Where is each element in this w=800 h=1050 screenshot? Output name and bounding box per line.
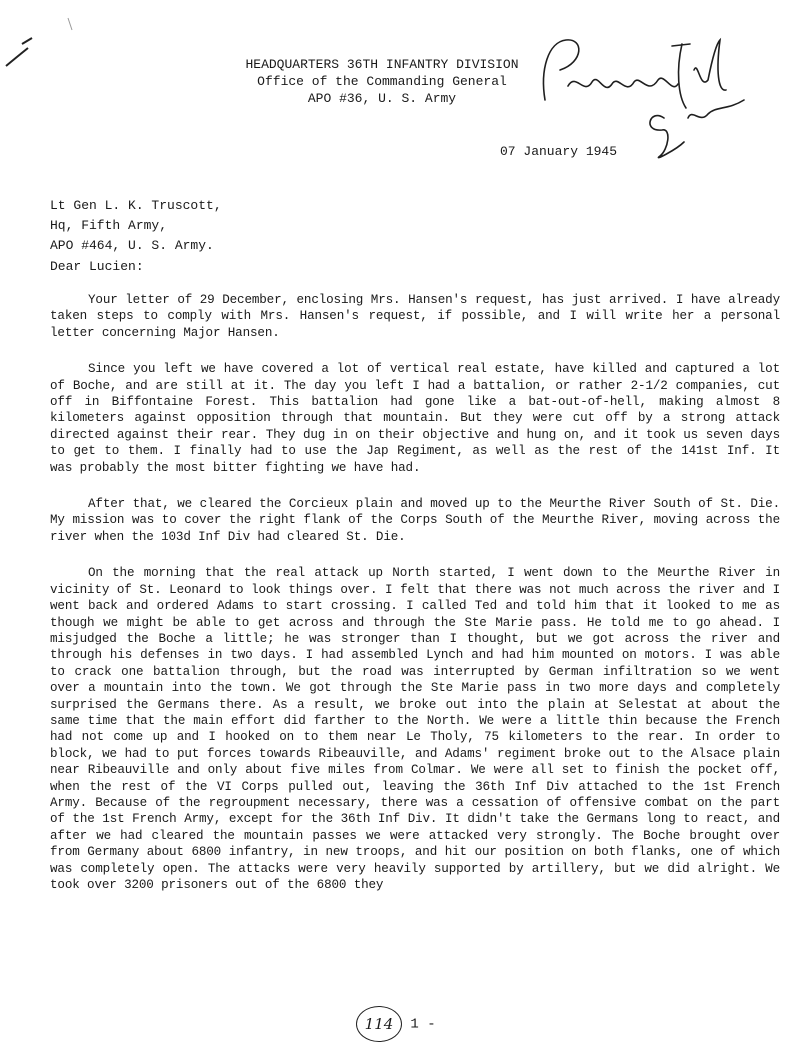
paragraph-2: Since you left we have covered a lot of vertical real estate, have killed and captured a lot of Boche, and are still at it. The day you left I had a battalion, or rather 2-1/2 companies, cut off in Biffontaine Forest. This battalion had gone like a bat-out-of-hell, making almost 8 kilometers against opposition through that mountain. But they were cut off by a strong attack directed against their rear. They dug in on their objective and hung on, and it took us seven days to get to them. I finally had to use the Jap Regiment, as well as the rest of the 141st Inf. It was probably the most bitter fighting we have had. xyxy=(50,362,780,475)
personal-file-signature xyxy=(544,40,726,108)
recipient-apo: APO #464, U. S. Army. xyxy=(50,238,214,253)
salutation: Dear Lucien: xyxy=(50,259,144,274)
corner-tick-mark xyxy=(6,38,32,66)
letterhead-address: APO #36, U. S. Army xyxy=(307,91,457,106)
paragraph-3: After that, we cleared the Corcieux plain and moved up to the Meurthe River South of St. Die. My mission was to cover the right flank of the Corps South of the Meurthe River, moving across the river when the 103d Inf Div had cleared St. Die. xyxy=(50,497,780,544)
circled-page-number: 114 xyxy=(356,1006,402,1042)
letterhead-organization: HEADQUARTERS 36TH INFANTRY DIVISION xyxy=(245,57,519,72)
initials-gre xyxy=(650,100,744,158)
letter-body xyxy=(50,292,780,913)
recipient-unit: Hq, Fifth Army, xyxy=(50,218,168,233)
letterhead xyxy=(232,56,532,107)
paragraph-4: On the morning that the real attack up North started, I went down to the Meurthe River in vicinity of St. Leonard to look things over. I felt that there was not much across the river and I went back and ordered Adams to start crossing. I called Ted and told him that it looked to me as though we might be able to get across and through the Ste Marie pass. He told me to go ahead. I misjudged the Boche a little; he was stronger than I thought, but we got across the river and through his defenses in two days. I had assembled Lynch and had him mounted on motors. I was able to crack one battalion through, but the road was interrupted by German infiltration so we went over a mountain into the town. We got through the Ste Marie pass in two more days and completely surprised the Germans there. As a result, we broke out into the plain at Selestat at about the same time that the main effort did farther to the North. We were a little thin because the French had not come up and I hooked on to them near Le Tholy, 75 kilometers to the rear. In order to block, we had to put forces towards Ribeauville, and Adams' regiment broke out to the Alsace plain near Ribeauville and only about five miles from Colmar. We were all set to finish the pocket off, when the rest of the VI Corps pulled out, leaving the 36th Inf Div attached to the 1st French Army. Because of the regroupment necessary, there was a cessation of offensive combat on the part of the 1st French Army, except for the 36th Inf Div. It didn't take the Germans long to react, and after we had cleared the mountain passes we were attacked very strongly. The Boche brought over from Germany about 6800 infantry, in new troops, and hit our position on both flanks, one of which was completely open. The attacks were very heavily supported by artillery, but we did alright. We took over 3200 prisoners out of the 6800 they xyxy=(50,566,780,892)
recipient-name: Lt Gen L. K. Truscott, xyxy=(50,198,222,213)
paragraph-1: Your letter of 29 December, enclosing Mrs. Hansen's request, has just arrived. I have already taken steps to comply with Mrs. Hansen's request, if possible, and I will write her a personal letter concerning Major Hansen. xyxy=(50,293,780,340)
stray-mark xyxy=(68,18,72,30)
page-number: 1 - xyxy=(410,1016,436,1033)
letter-date: 07 January 1945 xyxy=(500,144,618,159)
page-footer xyxy=(356,1006,436,1042)
letterhead-office: Office of the Commanding General xyxy=(257,74,507,89)
recipient-address xyxy=(50,196,222,256)
